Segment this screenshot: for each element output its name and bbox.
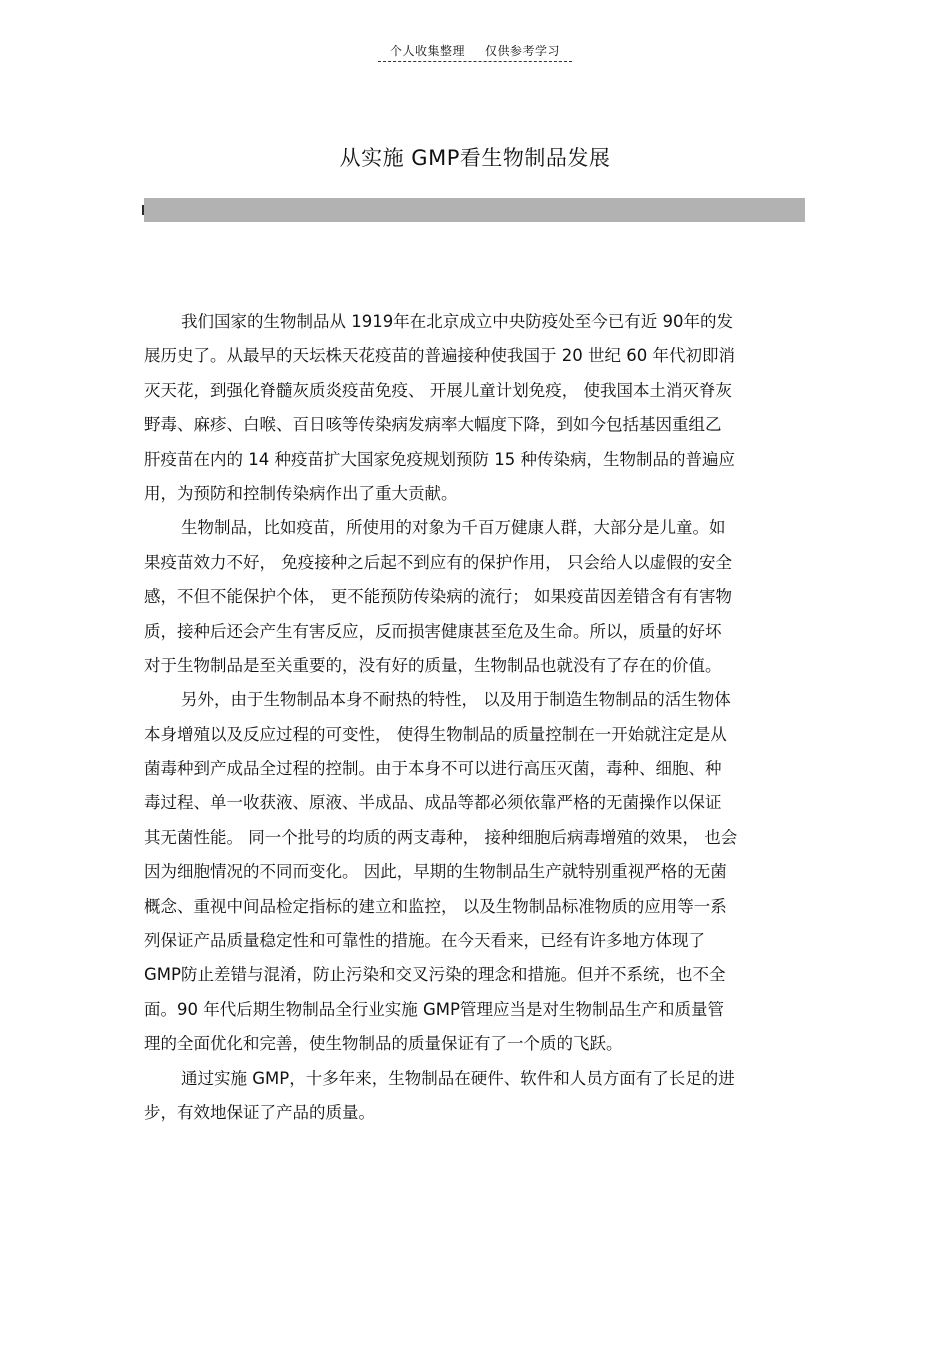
paragraph-4: [144, 1062, 808, 1131]
text-line: 菌毒种到产成品全过程的控制。由于本身不可以进行高压灭菌，毒种、细胞、种: [144, 759, 722, 779]
text-line: 因为细胞情况的不同而变化。 因此，早期的生物制品生产就特别重视严格的无菌: [144, 862, 727, 882]
text-line: 果疫苗效力不好， 免疫接种之后起不到应有的保护作用， 只会给人以虚假的安全: [144, 552, 732, 572]
text-line: 用，为预防和控制传染病作出了重大贡献。: [144, 483, 458, 503]
page-header: [0, 40, 950, 62]
paragraph-3: [144, 683, 808, 1061]
text-line: 对于生物制品是至关重要的，没有好的质量，生物制品也就没有了存在的价值。: [144, 655, 722, 675]
paragraph-2: [144, 511, 808, 683]
text-line: 另外，由于生物制品本身不耐热的特性， 以及用于制造生物制品的活生物体: [181, 690, 731, 710]
text-line: 毒过程、单一收获液、原液、半成品、成品等都必须依靠严格的无菌操作以保证: [144, 793, 722, 813]
text-line: 质，接种后还会产生有害反应，反而损害健康甚至危及生命。所以，质量的好坏: [144, 621, 722, 641]
gray-separator-bar: [144, 198, 805, 222]
text-line: 我们国家的生物制品从 1919年在北京成立中央防疫处至今已有近 90年的发: [181, 312, 733, 331]
document-body: [144, 305, 808, 1130]
header-left-text: 个人收集整理: [389, 44, 465, 58]
text-line: 肝疫苗在内的 14 种疫苗扩大国家免疫规划预防 15 种传染病，生物制品的普遍应: [144, 449, 735, 469]
header-watermark: [378, 42, 572, 62]
text-line: GMP防止差错与混淆，防止污染和交叉污染的理念和措施。但并不系统，也不全: [144, 965, 726, 985]
text-line: 灭天花，到强化脊髓灰质炎疫苗免疫、 开展儿童计划免疫， 使我国本土消灭脊灰: [144, 380, 732, 400]
text-line: 感，不但不能保护个体， 更不能预防传染病的流行； 如果疫苗因差错含有有害物: [144, 587, 732, 607]
text-line: 步，有效地保证了产品的质量。: [144, 1102, 375, 1122]
text-line: 本身增殖以及反应过程的可变性， 使得生物制品的质量控制在一开始就注定是从: [144, 724, 727, 744]
text-line: 通过实施 GMP，十多年来，生物制品在硬件、软件和人员方面有了长足的进: [181, 1068, 735, 1088]
text-line: 面。90 年代后期生物制品全行业实施 GMP管理应当是对生物制品生产和质量管: [144, 999, 724, 1019]
text-line: 列保证产品质量稳定性和可靠性的措施。在今天看来，已经有许多地方体现了: [144, 931, 705, 951]
text-line: 概念、重视中间品检定指标的建立和监控， 以及生物制品标准物质的应用等一系: [144, 896, 727, 916]
text-line: 其无菌性能。 同一个批号的均质的两支毒种， 接种细胞后病毒增殖的效果， 也会: [144, 827, 738, 847]
text-line: 野毒、麻疹、白喉、百日咳等传染病发病率大幅度下降，到如今包括基因重组乙: [144, 415, 722, 435]
header-right-text: 仅供参考学习: [485, 44, 561, 58]
text-line: 理的全面优化和完善，使生物制品的质量保证有了一个质的飞跃。: [144, 1034, 623, 1054]
document-title: 从实施 GMP看生物制品发展: [339, 146, 611, 171]
text-line: 展历史了。从最早的天坛株天花疫苗的普遍接种使我国于 20 世纪 60 年代初即消: [144, 346, 735, 366]
paragraph-1: [144, 305, 808, 511]
text-line: 生物制品，比如疫苗，所使用的对象为千百万健康人群，大部分是儿童。如: [181, 518, 726, 538]
